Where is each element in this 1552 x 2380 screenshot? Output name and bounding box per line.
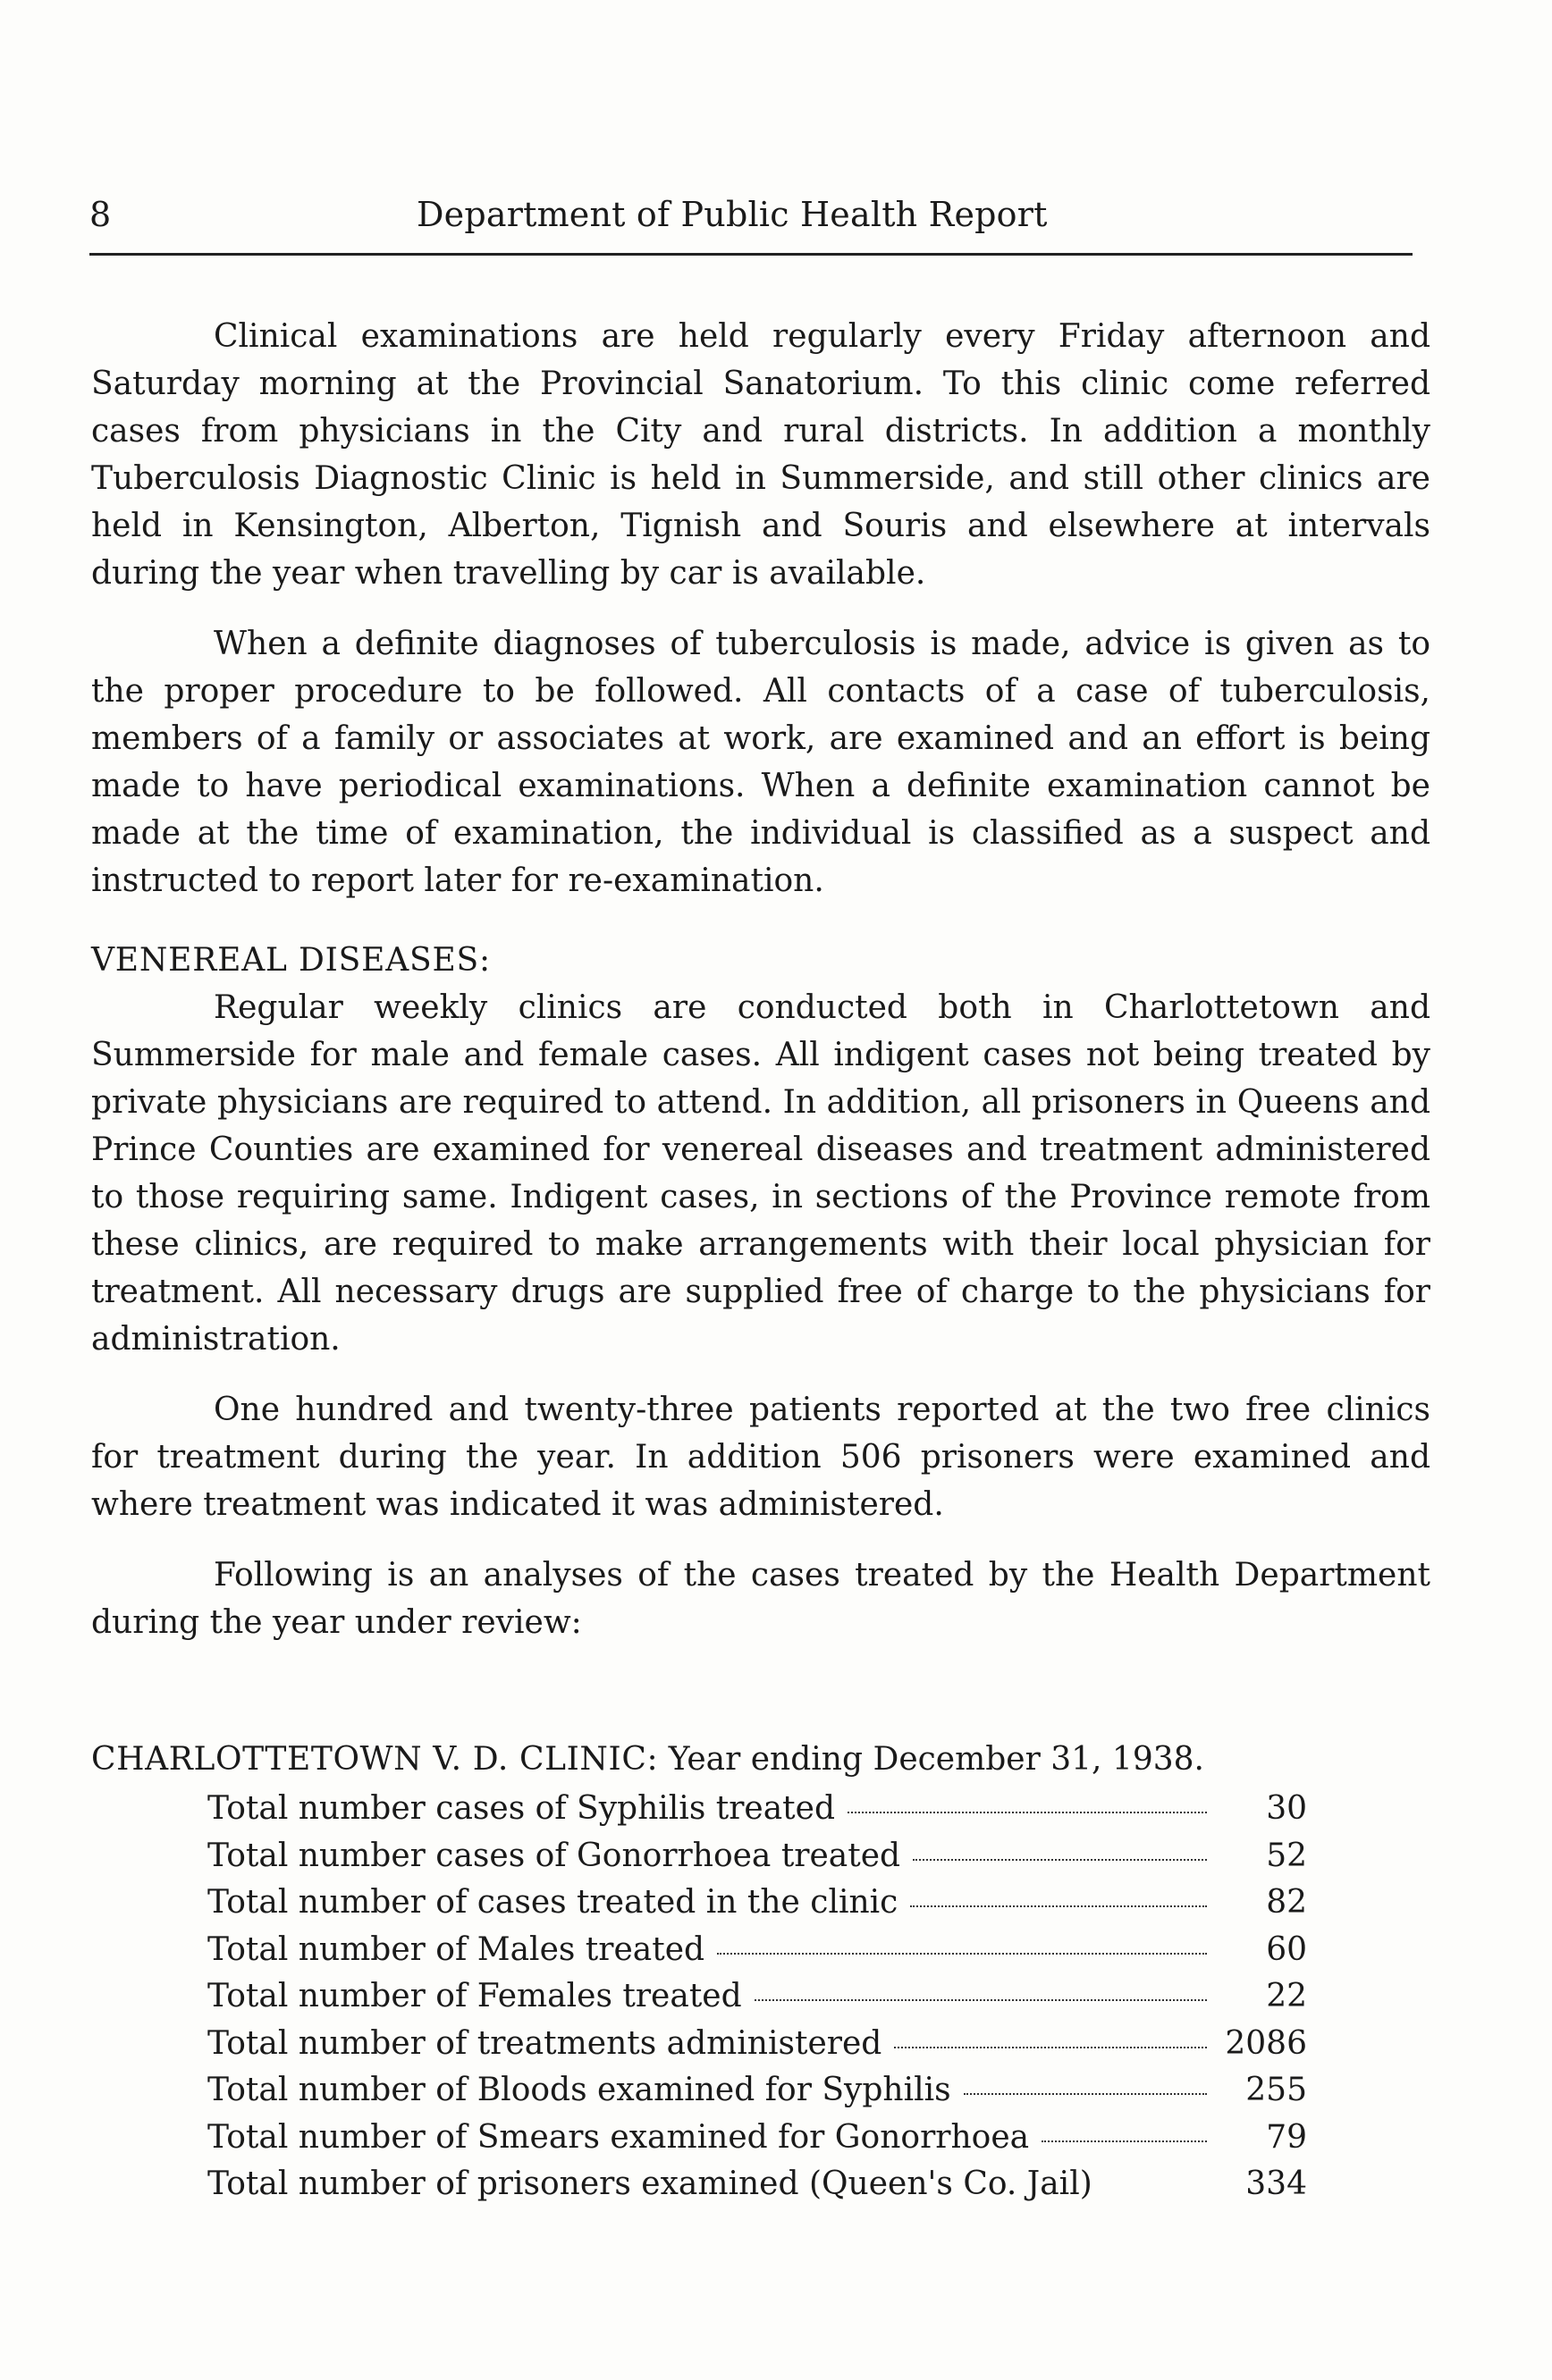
paragraph-analysis-intro: Following is an analyses of the cases treated by the Health Department during the year under review: [91, 1557, 1430, 1641]
stat-row [207, 2067, 1307, 2115]
stat-label: Total number cases of Syphilis treated [207, 1790, 835, 1827]
stat-value: 79 [1266, 2118, 1307, 2156]
stat-row [207, 2115, 1307, 2162]
stat-value: 60 [1266, 1930, 1307, 1968]
dot-leader [717, 1953, 1207, 1955]
dot-leader [964, 2093, 1207, 2095]
clinic-heading [91, 1736, 1430, 1783]
stat-row [207, 1786, 1307, 1833]
dot-leader [910, 1905, 1207, 1907]
stat-row [207, 2021, 1307, 2068]
stat-label: Total number of Females treated [207, 1978, 742, 2014]
stat-label: Total number of treatments administered [207, 2024, 882, 2062]
stat-row [207, 2161, 1307, 2208]
dot-leader [848, 1812, 1207, 1813]
stat-value: 22 [1266, 1978, 1307, 2014]
paragraph-vd-clinics: Regular weekly clinics are conducted both in Charlottetown and Summerside for male and female cases. All indigent cases not being treated by private physicians are required to attend. In addition, all prisoners in Queens and Prince Counties are examined for venereal diseases and treatment administered to those requiring same. Indigent cases, in sections of the Province remote from these clinics, are required to make arrangements with their local physician for treatment. All necessary drugs are supplied free of charge to the physicians for administration. [91, 989, 1430, 1358]
stat-value: 82 [1266, 1884, 1307, 1921]
paragraph-vd-patients: One hundred and twenty-three patients reported at the two free clinics for treatment during the year. In addition 506 prisoners were examined and where treatment was indicated it was administered. [91, 1392, 1430, 1523]
stat-row [207, 1927, 1307, 1974]
stat-label: Total number of Smears examined for Gonorrhoea [207, 2118, 1030, 2156]
stat-value: 52 [1266, 1837, 1307, 1874]
clinic-stats-table [207, 1786, 1307, 2208]
dot-leader [755, 1999, 1207, 2001]
dot-leader [1042, 2140, 1207, 2142]
body-text [91, 313, 1430, 1646]
stat-label: Total number of prisoners examined (Queen's Co. Jail) [207, 2166, 1092, 2202]
paragraph-tb-diagnosis: When a definite diagnoses of tuberculosis is made, advice is given as to the proper procedure to be followed. All contacts of a case of tuberculosis, members of a family or associates at work, are examined and an effort is being made to have periodical examinations. When a definite examination cannot be made at the time of examination, the individual is classified as a suspect and instructed to report later for re-examination. [91, 626, 1430, 899]
clinic-period: Year ending December 31, 1938. [668, 1741, 1204, 1778]
stat-value: 255 [1245, 2072, 1307, 2108]
dot-leader [894, 2047, 1207, 2048]
section-heading-venereal: VENEREAL DISEASES: [91, 942, 491, 979]
stat-label: Total number of Males treated [207, 1930, 705, 1968]
header-rule [89, 253, 1413, 256]
dot-leader [913, 1859, 1207, 1861]
stat-label: Total number of cases treated in the clinic [207, 1884, 898, 1921]
stat-row [207, 1973, 1307, 2021]
clinic-name: CHARLOTTETOWN V. D. CLINIC: [91, 1741, 659, 1778]
stat-row [207, 1833, 1307, 1880]
stat-row [207, 1880, 1307, 1927]
page-number: 8 [89, 195, 112, 234]
stat-value: 334 [1245, 2166, 1307, 2202]
report-title: Department of Public Health Report [417, 195, 1048, 234]
stat-value: 2086 [1225, 2024, 1307, 2062]
stat-label: Total number of Bloods examined for Syphilis [207, 2072, 951, 2108]
running-header [89, 195, 1413, 248]
stat-value: 30 [1266, 1790, 1307, 1827]
stat-label: Total number cases of Gonorrhoea treated [207, 1837, 901, 1874]
paragraph-tb-clinics: Clinical examinations are held regularly every Friday afternoon and Saturday morning at the Provincial Sanatorium. To this clinic come referred cases from physicians in the City and rural districts. In addition a monthly Tuberculosis Diagnostic Clinic is held in Summerside, and still other clinics are held in Kensington, Alberton, Tignish and Souris and elsewhere at intervals during the year when travelling by car is available. [91, 318, 1430, 592]
